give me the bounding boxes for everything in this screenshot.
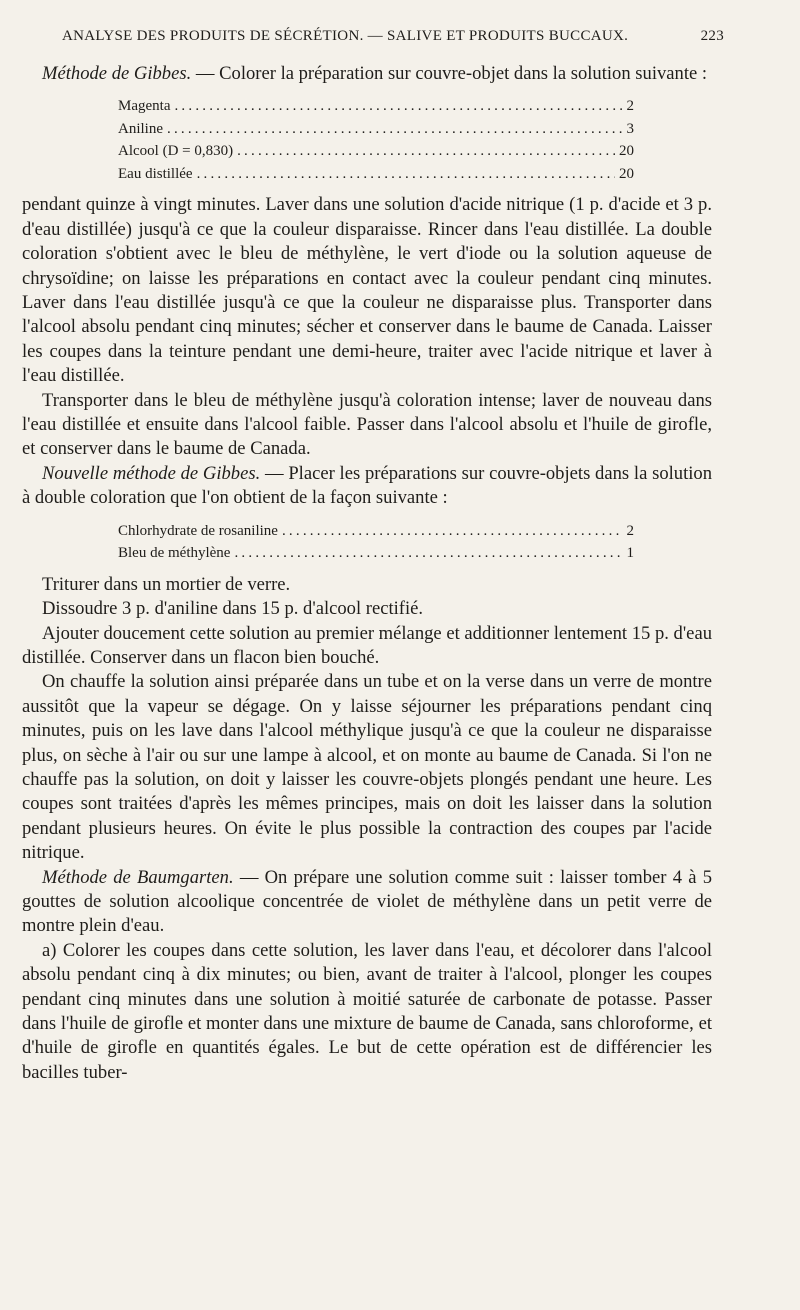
ingredient-name: Eau distillée — [118, 165, 193, 182]
new-method-intro-text: — Placer les préparations sur couvre-objets dans la solution à double coloration que l'on obtient de la façon suivante : — [22, 462, 712, 509]
gibbes-intro-text: — Colorer la préparation sur couvre-objet dans la solution suivante : — [191, 63, 708, 84]
gibbes-method-title: Méthode de Gibbes. — [42, 63, 192, 84]
leader-dots — [167, 118, 623, 141]
ingredient-name: Magenta — [118, 98, 171, 115]
paragraph-step-a: a) Colorer les coupes dans cette solution, les laver dans l'eau, et décolorer dans l'alcool absolu pendant cinq à dix minutes; ou bien, avant de traiter à l'alcool, plonger les coupes pendant cinq minutes dans une solution à moitié saturée de carbonate de potasse. Passer dans l'huile de girofle et monter dans une mixture de baume de Canada, sans chloroforme, et d'huile de girofle en quantités égales. Le but de cette opération est de différencier les bacilles tuber- — [22, 939, 712, 1083]
page-number: 223 — [700, 28, 724, 44]
recipe-list-1 — [118, 95, 634, 185]
recipe-row — [118, 95, 634, 118]
baumgarten-intro-paragraph — [22, 866, 712, 939]
page-body — [22, 62, 712, 1085]
running-header — [62, 28, 724, 45]
ingredient-qty: 1 — [626, 545, 634, 562]
ingredient-name: Alcool (D = 0,830) — [118, 143, 234, 160]
ingredient-qty: 2 — [626, 522, 634, 539]
step-triturate: Triturer dans un mortier de verre. — [42, 573, 291, 595]
leader-dots — [237, 140, 615, 163]
ingredient-name: Aniline — [118, 120, 163, 137]
gibbes-intro-paragraph — [22, 62, 712, 86]
step-dissolve: Dissoudre 3 p. d'aniline dans 15 p. d'alcool rectifié. — [42, 598, 424, 620]
recipe-row — [118, 542, 634, 565]
ingredient-qty: 2 — [626, 98, 634, 115]
paragraph-gibbes-procedure: pendant quinze à vingt minutes. Laver dans une solution d'acide nitrique (1 p. d'acide et 3 p. d'eau distillée) jusqu'à ce que la couleur disparaisse. Rincer dans l'eau distillée. La double coloration s'obtient avec le bleu de méthylène, le vert d'iode ou la solution aqueuse de chrysoïdine; on laisse les préparations en contact avec la couleur pendant cinq minutes. Laver dans l'eau distillée jusqu'à ce que la couleur ne disparaisse plus. Transporter dans l'alcool absolu pendant cinq minutes; sécher et conserver dans le baume de Canada. Laisser les coupes dans la teinture pendant une demi-heure, traiter avec l'acide nitrique et laver à l'eau distillée. — [22, 194, 712, 387]
recipe-list-2 — [118, 520, 634, 565]
baumgarten-intro-text: — On prépare une solution comme suit : laisser tomber 4 à 5 gouttes de solution alcoolique concentrée de violet de méthylène dans un petit verre de montre plein d'eau. — [22, 866, 712, 937]
leader-dots — [234, 542, 622, 565]
new-method-title: Nouvelle méthode de Gibbes. — [42, 462, 261, 484]
ingredient-qty: 3 — [626, 120, 634, 137]
step-add: Ajouter doucement cette solution au premier mélange et additionner lentement 15 p. d'eau distillée. Conserver dans un flacon bien bouché. — [22, 622, 712, 668]
leader-dots — [282, 520, 623, 543]
recipe-row — [118, 520, 634, 543]
paragraph-heating: On chauffe la solution ainsi préparée dans un tube et on la verse dans un verre de montre aussitôt que la vapeur se dégage. On y laisse séjourner les préparations pendant cinq minutes, puis on les lave dans l'alcool méthylique jusqu'à ce que la couleur ne disparaisse plus, on sèche à l'air ou sur une lampe à alcool, et on monte au baume de Canada. Si l'on ne chauffe pas la solution, on doit y laisser les couvre-objets plongés pendant une heure. Les coupes sont traitées d'après les mêmes principes, mais on doit les laisser dans la solution pendant plusieurs heures. On évite le plus possible la contraction des coupes par l'acide nitrique. — [22, 671, 712, 864]
ingredient-qty: 20 — [619, 165, 634, 182]
ingredient-name: Chlorhydrate de rosaniline — [118, 522, 278, 539]
baumgarten-method-title: Méthode de Baumgarten. — [42, 866, 234, 888]
running-title: ANALYSE DES PRODUITS DE SÉCRÉTION. — SALIVE ET PRODUITS BUCCAUX. — [62, 28, 629, 44]
new-method-intro-paragraph — [22, 462, 712, 511]
leader-dots — [174, 95, 622, 118]
ingredient-qty: 20 — [619, 143, 634, 160]
ingredient-name: Bleu de méthylène — [118, 545, 231, 562]
recipe-row — [118, 118, 634, 141]
leader-dots — [197, 163, 615, 186]
paragraph-methylene-blue: Transporter dans le bleu de méthylène jusqu'à coloration intense; laver de nouveau dans l'eau distillée et ensuite dans l'alcool faible. Passer dans l'alcool absolu et l'huile de girofle, et conserver dans le baume de Canada. — [22, 389, 712, 460]
recipe-row — [118, 140, 634, 163]
recipe-row — [118, 163, 634, 186]
